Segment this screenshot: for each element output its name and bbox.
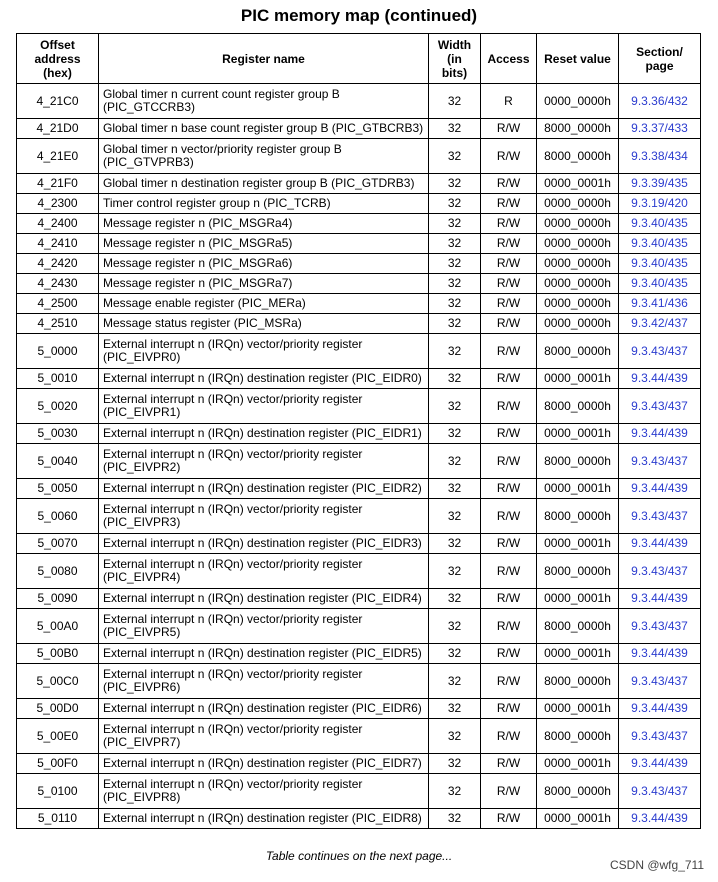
cell-offset: 4_21E0 [17,139,99,174]
table-row [17,139,701,174]
cell-register-name: Message enable register (PIC_MERa) [99,294,429,314]
cell-section-page [619,389,701,424]
cell-offset: 5_0000 [17,334,99,369]
cell-register-name: External interrupt n (IRQn) vector/priority register (PIC_EIVPR2) [99,444,429,479]
cell-reset-value: 0000_0001h [537,589,619,609]
cell-reset-value: 0000_0001h [537,479,619,499]
cell-width: 32 [429,314,481,334]
cell-offset: 5_0070 [17,534,99,554]
table-row [17,174,701,194]
cell-width: 32 [429,444,481,479]
cell-section-page [619,554,701,589]
cell-width: 32 [429,534,481,554]
cell-access: R/W [481,234,537,254]
cell-width: 32 [429,254,481,274]
section-link[interactable]: 9.3.40/435 [631,216,688,230]
cell-section-page [619,774,701,809]
section-link[interactable]: 9.3.36/432 [631,93,688,108]
cell-width: 32 [429,119,481,139]
section-link[interactable]: 9.3.44/439 [631,426,688,440]
section-link[interactable]: 9.3.43/437 [631,728,688,743]
cell-register-name: External interrupt n (IRQn) vector/priority register (PIC_EIVPR4) [99,554,429,589]
cell-offset: 5_00B0 [17,644,99,664]
table-row [17,754,701,774]
cell-offset: 5_0030 [17,424,99,444]
header-section-page: Section/ page [619,34,701,84]
table-row [17,719,701,754]
cell-width: 32 [429,499,481,534]
cell-width: 32 [429,664,481,699]
cell-offset: 4_2300 [17,194,99,214]
section-link[interactable]: 9.3.44/439 [631,591,688,605]
cell-access: R/W [481,589,537,609]
section-link[interactable]: 9.3.42/437 [631,316,688,330]
table-row [17,644,701,664]
cell-reset-value: 0000_0000h [537,254,619,274]
cell-section-page [619,294,701,314]
table-row [17,424,701,444]
cell-width: 32 [429,214,481,234]
table-row [17,589,701,609]
header-register-name: Register name [99,34,429,84]
cell-offset: 4_2410 [17,234,99,254]
cell-register-name: External interrupt n (IRQn) destination register (PIC_EIDR6) [99,699,429,719]
section-link[interactable]: 9.3.19/420 [631,196,688,210]
cell-width: 32 [429,174,481,194]
table-continues-note: Table continues on the next page... [265,849,453,863]
cell-access: R/W [481,754,537,774]
cell-access: R/W [481,424,537,444]
cell-section-page [619,194,701,214]
cell-offset: 5_0040 [17,444,99,479]
cell-width: 32 [429,699,481,719]
cell-offset: 5_0050 [17,479,99,499]
cell-width: 32 [429,294,481,314]
table-row [17,194,701,214]
section-link[interactable]: 9.3.44/439 [631,701,688,715]
table-row [17,314,701,334]
cell-register-name: Message status register (PIC_MSRa) [99,314,429,334]
memory-map-table [16,33,701,829]
cell-reset-value: 0000_0001h [537,754,619,774]
cell-offset: 4_2430 [17,274,99,294]
cell-access: R/W [481,534,537,554]
cell-reset-value: 0000_0000h [537,234,619,254]
cell-width: 32 [429,809,481,829]
cell-reset-value: 8000_0000h [537,609,619,644]
cell-section-page [619,119,701,139]
cell-offset: 5_0090 [17,589,99,609]
cell-section-page [619,314,701,334]
table-row [17,84,701,119]
cell-register-name: External interrupt n (IRQn) vector/priority register (PIC_EIVPR7) [99,719,429,754]
section-link[interactable]: 9.3.43/437 [631,343,688,358]
table-row [17,294,701,314]
cell-offset: 5_00A0 [17,609,99,644]
cell-offset: 4_21F0 [17,174,99,194]
cell-section-page [619,809,701,829]
cell-access: R/W [481,369,537,389]
header-offset: Offset address (hex) [17,34,99,84]
cell-width: 32 [429,389,481,424]
cell-section-page [619,589,701,609]
cell-offset: 4_21D0 [17,119,99,139]
cell-width: 32 [429,774,481,809]
cell-section-page [619,534,701,554]
cell-reset-value: 0000_0001h [537,534,619,554]
cell-register-name: External interrupt n (IRQn) vector/priority register (PIC_EIVPR1) [99,389,429,424]
cell-access: R/W [481,274,537,294]
table-row [17,274,701,294]
section-link[interactable]: 9.3.43/437 [631,673,688,688]
cell-register-name: Message register n (PIC_MSGRa6) [99,254,429,274]
cell-access: R/W [481,644,537,664]
cell-width: 32 [429,424,481,444]
cell-width: 32 [429,369,481,389]
cell-register-name: External interrupt n (IRQn) destination register (PIC_EIDR3) [99,534,429,554]
cell-width: 32 [429,234,481,254]
cell-access: R/W [481,214,537,234]
cell-access: R/W [481,254,537,274]
table-row [17,254,701,274]
section-link[interactable]: 9.3.44/439 [631,536,688,550]
table-row [17,214,701,234]
cell-offset: 5_00C0 [17,664,99,699]
cell-section-page [619,214,701,234]
section-link[interactable]: 9.3.38/434 [631,148,688,163]
cell-access: R/W [481,664,537,699]
cell-register-name: External interrupt n (IRQn) vector/priority register (PIC_EIVPR0) [99,334,429,369]
cell-offset: 4_2400 [17,214,99,234]
cell-access: R/W [481,809,537,829]
cell-access: R/W [481,139,537,174]
cell-access: R/W [481,194,537,214]
table-row [17,479,701,499]
cell-access: R/W [481,174,537,194]
cell-access: R/W [481,334,537,369]
cell-section-page [619,84,701,119]
cell-register-name: External interrupt n (IRQn) destination register (PIC_EIDR1) [99,424,429,444]
cell-register-name: External interrupt n (IRQn) destination register (PIC_EIDR2) [99,479,429,499]
cell-reset-value: 0000_0001h [537,424,619,444]
section-link[interactable]: 9.3.43/437 [631,563,688,578]
cell-offset: 5_00F0 [17,754,99,774]
table-row [17,609,701,644]
cell-register-name: Message register n (PIC_MSGRa5) [99,234,429,254]
cell-reset-value: 0000_0001h [537,809,619,829]
cell-reset-value: 0000_0000h [537,194,619,214]
cell-access: R/W [481,554,537,589]
section-link[interactable]: 9.3.39/435 [631,176,688,190]
cell-width: 32 [429,84,481,119]
cell-register-name: External interrupt n (IRQn) destination register (PIC_EIDR7) [99,754,429,774]
cell-reset-value: 8000_0000h [537,444,619,479]
cell-section-page [619,699,701,719]
cell-section-page [619,234,701,254]
cell-register-name: Message register n (PIC_MSGRa7) [99,274,429,294]
cell-width: 32 [429,479,481,499]
section-link[interactable]: 9.3.44/439 [631,481,688,495]
header-access: Access [481,34,537,84]
cell-reset-value: 8000_0000h [537,499,619,534]
cell-reset-value: 8000_0000h [537,119,619,139]
cell-width: 32 [429,609,481,644]
cell-access: R/W [481,479,537,499]
cell-reset-value: 8000_0000h [537,139,619,174]
cell-register-name: Timer control register group n (PIC_TCRB) [99,194,429,214]
cell-section-page [619,424,701,444]
cell-register-name: External interrupt n (IRQn) vector/priority register (PIC_EIVPR8) [99,774,429,809]
table-row [17,809,701,829]
section-link[interactable]: 9.3.37/433 [631,121,688,135]
cell-section-page [619,174,701,194]
cell-reset-value: 0000_0000h [537,314,619,334]
cell-access: R/W [481,699,537,719]
section-link[interactable]: 9.3.44/439 [631,811,688,825]
cell-reset-value: 0000_0001h [537,644,619,664]
cell-access: R/W [481,719,537,754]
cell-section-page [619,479,701,499]
table-row [17,389,701,424]
cell-width: 32 [429,754,481,774]
cell-access: R [481,84,537,119]
cell-access: R/W [481,389,537,424]
cell-section-page [619,499,701,534]
section-link[interactable]: 9.3.41/436 [631,296,688,310]
cell-offset: 4_2420 [17,254,99,274]
cell-section-page [619,754,701,774]
section-link[interactable]: 9.3.44/439 [631,756,688,770]
cell-register-name: Global timer n base count register group B (PIC_GTBCRB3) [99,119,429,139]
cell-section-page [619,719,701,754]
section-link[interactable]: 9.3.43/437 [631,618,688,633]
cell-width: 32 [429,194,481,214]
cell-reset-value: 8000_0000h [537,774,619,809]
cell-width: 32 [429,589,481,609]
cell-register-name: External interrupt n (IRQn) vector/priority register (PIC_EIVPR5) [99,609,429,644]
cell-reset-value: 0000_0000h [537,294,619,314]
cell-reset-value: 0000_0001h [537,699,619,719]
cell-register-name: Global timer n current count register group B (PIC_GTCCRB3) [99,84,429,119]
cell-access: R/W [481,609,537,644]
table-row [17,554,701,589]
table-row [17,699,701,719]
cell-reset-value: 0000_0001h [537,369,619,389]
cell-section-page [619,444,701,479]
cell-offset: 4_2500 [17,294,99,314]
cell-access: R/W [481,294,537,314]
table-row [17,774,701,809]
table-row [17,334,701,369]
section-link[interactable]: 9.3.44/439 [631,371,688,385]
section-link[interactable]: 9.3.43/437 [631,508,688,523]
cell-access: R/W [481,314,537,334]
cell-register-name: External interrupt n (IRQn) vector/priority register (PIC_EIVPR6) [99,664,429,699]
cell-register-name: Global timer n vector/priority register group B (PIC_GTVPRB3) [99,139,429,174]
cell-section-page [619,644,701,664]
cell-reset-value: 8000_0000h [537,334,619,369]
cell-offset: 4_2510 [17,314,99,334]
cell-reset-value: 8000_0000h [537,664,619,699]
cell-register-name: External interrupt n (IRQn) destination register (PIC_EIDR8) [99,809,429,829]
cell-offset: 5_0060 [17,499,99,534]
table-row [17,234,701,254]
cell-section-page [619,139,701,174]
cell-offset: 5_0020 [17,389,99,424]
cell-register-name: Global timer n destination register group B (PIC_GTDRB3) [99,174,429,194]
cell-access: R/W [481,499,537,534]
table-body [17,84,701,829]
cell-width: 32 [429,719,481,754]
cell-section-page [619,369,701,389]
section-link[interactable]: 9.3.40/435 [631,236,688,250]
section-link[interactable]: 9.3.43/437 [631,453,688,468]
cell-register-name: External interrupt n (IRQn) vector/priority register (PIC_EIVPR3) [99,499,429,534]
cell-section-page [619,334,701,369]
cell-reset-value: 0000_0000h [537,84,619,119]
cell-register-name: Message register n (PIC_MSGRa4) [99,214,429,234]
table-row [17,664,701,699]
cell-access: R/W [481,444,537,479]
cell-register-name: External interrupt n (IRQn) destination register (PIC_EIDR0) [99,369,429,389]
section-link[interactable]: 9.3.43/437 [631,783,688,798]
table-row [17,499,701,534]
section-link[interactable]: 9.3.44/439 [631,646,688,660]
cell-offset: 5_0100 [17,774,99,809]
header-reset-value: Reset value [537,34,619,84]
cell-offset: 5_00D0 [17,699,99,719]
cell-reset-value: 8000_0000h [537,389,619,424]
cell-reset-value: 0000_0000h [537,214,619,234]
watermark: CSDN @wfg_711 [610,858,704,872]
cell-register-name: External interrupt n (IRQn) destination register (PIC_EIDR4) [99,589,429,609]
cell-reset-value: 0000_0000h [537,274,619,294]
cell-section-page [619,609,701,644]
cell-offset: 5_0080 [17,554,99,589]
cell-offset: 5_00E0 [17,719,99,754]
header-width: Width (in bits) [429,34,481,84]
table-row [17,444,701,479]
cell-section-page [619,664,701,699]
cell-offset: 5_0010 [17,369,99,389]
table-row [17,369,701,389]
page-title: PIC memory map (continued) [240,6,478,25]
cell-access: R/W [481,774,537,809]
section-link[interactable]: 9.3.40/435 [631,256,688,270]
cell-register-name: External interrupt n (IRQn) destination register (PIC_EIDR5) [99,644,429,664]
section-link[interactable]: 9.3.43/437 [631,398,688,413]
cell-width: 32 [429,274,481,294]
table-row [17,119,701,139]
cell-width: 32 [429,334,481,369]
cell-reset-value: 0000_0001h [537,174,619,194]
table-row [17,534,701,554]
cell-section-page [619,254,701,274]
cell-reset-value: 8000_0000h [537,554,619,589]
cell-width: 32 [429,139,481,174]
cell-width: 32 [429,644,481,664]
cell-reset-value: 8000_0000h [537,719,619,754]
section-link[interactable]: 9.3.40/435 [631,276,688,290]
cell-offset: 5_0110 [17,809,99,829]
cell-width: 32 [429,554,481,589]
cell-access: R/W [481,119,537,139]
table-header-row [17,34,701,84]
cell-section-page [619,274,701,294]
cell-offset: 4_21C0 [17,84,99,119]
